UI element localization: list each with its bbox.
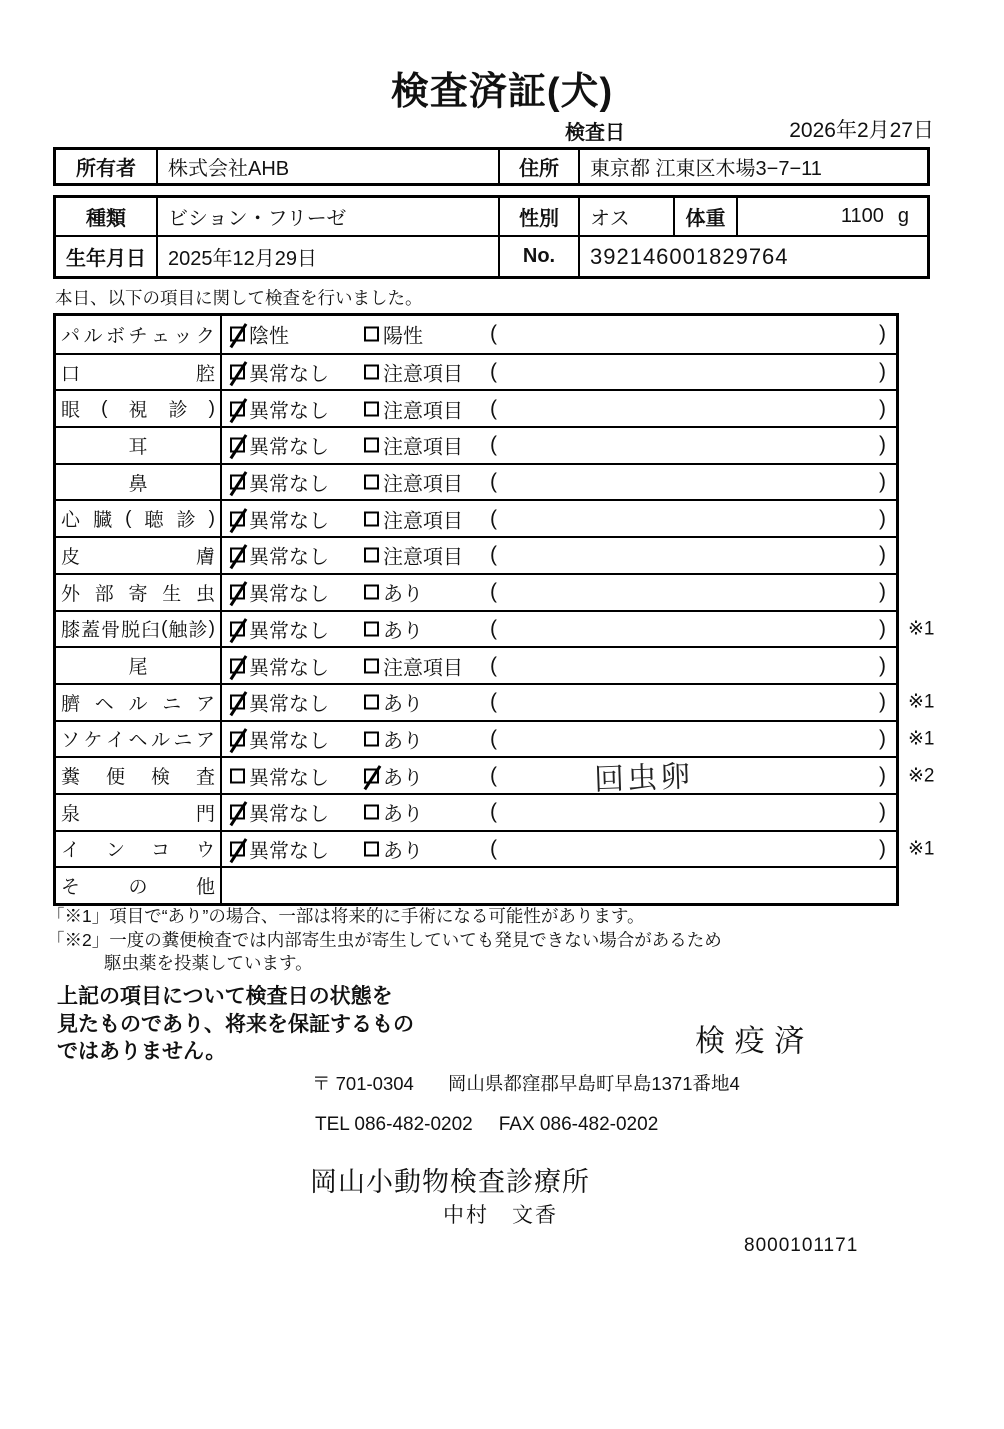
label-char: 診 — [176, 510, 196, 532]
exam-row — [56, 756, 935, 798]
label-char: ア — [195, 693, 215, 715]
exam-option — [230, 614, 329, 643]
label-char: 尾 — [128, 657, 148, 679]
checkbox-unchecked-icon — [364, 658, 379, 673]
label-char: ヘ — [94, 693, 114, 715]
exam-item-label — [56, 832, 222, 867]
exam-row — [56, 536, 896, 573]
exam-option-label: あり — [383, 767, 423, 790]
exam-option-label: 注意項目 — [383, 400, 463, 423]
label-char: 耳 — [128, 436, 148, 458]
exam-table — [53, 313, 935, 906]
exam-item-label — [56, 355, 222, 390]
exam-option — [364, 394, 463, 423]
label-char: ウ — [195, 840, 215, 862]
clinic-name: 岡山小動物検査診療所 — [310, 1167, 590, 1197]
exam-option — [230, 541, 329, 570]
paren-close-icon: ) — [879, 763, 886, 787]
label-char: コ — [150, 840, 170, 862]
exam-option-label: 異常なし — [249, 840, 329, 863]
exam-item-label — [56, 316, 222, 353]
disclaimer-line1: 上記の項目について検査日の状態を — [57, 985, 393, 1008]
label-char: 触 — [168, 620, 188, 642]
exam-option-label: 異常なし — [249, 620, 329, 643]
label-char: 糞 — [61, 767, 81, 789]
label-char: 鼻 — [128, 473, 148, 495]
exam-row — [56, 389, 896, 426]
checkbox-checked-icon — [230, 731, 245, 746]
label-char: ヘ — [128, 730, 148, 752]
exam-row — [56, 720, 935, 757]
paren-open-icon: ( — [490, 433, 497, 457]
sex-value: オス — [580, 198, 675, 235]
checkbox-unchecked-icon — [364, 327, 379, 342]
exam-row-content — [222, 868, 896, 903]
label-char: ケ — [83, 730, 103, 752]
label-char: 心 — [61, 510, 81, 532]
exam-row-content — [222, 648, 896, 683]
label-char: ル — [83, 325, 103, 347]
number-value: 392146001829764 — [590, 243, 789, 269]
checkbox-checked-icon — [230, 401, 245, 416]
label-char: 検 — [150, 767, 170, 789]
exam-option-label: 異常なし — [249, 657, 329, 680]
veterinarian-name: 中村 文香 — [443, 1204, 558, 1227]
exam-row-content — [222, 465, 896, 500]
exam-row — [56, 683, 935, 720]
exam-option-label: 異常なし — [249, 473, 329, 496]
exam-item-label — [56, 538, 222, 573]
label-char: イ — [105, 730, 125, 752]
exam-option-label: 異常なし — [249, 767, 329, 790]
owner-label: 所有者 — [56, 150, 158, 183]
checkbox-checked-icon — [364, 768, 379, 783]
exam-row — [56, 426, 896, 463]
checkbox-unchecked-icon — [364, 731, 379, 746]
exam-option-label: 異常なし — [249, 363, 329, 386]
exam-row-content — [222, 316, 896, 353]
exam-option-label: 陰性 — [249, 325, 289, 348]
paren-open-icon: ( — [490, 322, 497, 346]
exam-row — [56, 316, 896, 353]
label-char: チ — [128, 325, 148, 347]
label-char: 門 — [195, 803, 215, 825]
weight-unit: g — [897, 205, 909, 227]
breed-label: 種類 — [56, 198, 158, 235]
checkbox-unchecked-icon — [364, 401, 379, 416]
clinic-address: 岡山県都窪郡早島町早島1371番地4 — [447, 1073, 740, 1094]
clinic-fax: FAX 086-482-0202 — [498, 1114, 659, 1135]
checkbox-unchecked-icon — [364, 695, 379, 710]
exam-option-label: あり — [383, 840, 423, 863]
clinic-tel: TEL 086-482-0202 — [315, 1114, 473, 1135]
inspection-date-label: 検査日 — [565, 122, 625, 144]
exam-option — [230, 468, 329, 497]
exam-option-label: 異常なし — [249, 693, 329, 716]
breed-row — [56, 198, 927, 237]
clinic-contact-line — [315, 1114, 658, 1136]
exam-row-content — [222, 501, 896, 536]
owner-row — [56, 150, 927, 183]
label-char: 口 — [61, 363, 81, 385]
exam-option — [230, 578, 329, 607]
exam-row-content — [222, 795, 896, 830]
exam-row — [56, 499, 896, 536]
exam-option-label: あり — [383, 583, 423, 606]
exam-row — [56, 866, 896, 903]
paren-open-icon: ( — [490, 543, 497, 567]
handwritten-result: 回虫卵 — [593, 759, 694, 798]
exam-option — [230, 798, 329, 827]
exam-row — [56, 646, 896, 683]
label-char: 皮 — [61, 546, 81, 568]
label-char: ニ — [162, 693, 182, 715]
exam-row-content — [222, 722, 935, 757]
checkbox-checked-icon — [230, 695, 245, 710]
paren-close-icon: ) — [879, 580, 886, 604]
exam-option-label: あり — [383, 693, 423, 716]
exam-row-content — [222, 391, 896, 426]
paren-close-icon: ) — [879, 396, 886, 420]
exam-row — [56, 610, 935, 647]
label-char: ル — [150, 730, 170, 752]
birth-label: 生年月日 — [56, 237, 158, 276]
exam-item-label — [56, 465, 222, 500]
paren-close-icon: ) — [879, 433, 886, 457]
footnote-mark: ※1 — [908, 838, 935, 860]
birth-value: 2025年12月29日 — [158, 237, 500, 276]
inspection-date-value: 2026年2月27日 — [789, 119, 934, 142]
exam-option-label: 異常なし — [249, 730, 329, 753]
label-char: 腔 — [195, 363, 215, 385]
label-char: ン — [105, 840, 125, 862]
disclaimer-line2: 見たものであり、将来を保証するもの — [57, 1012, 414, 1036]
label-char: 便 — [105, 767, 125, 789]
label-char: 蓋 — [81, 620, 101, 642]
checkbox-checked-icon — [230, 511, 245, 526]
exam-option — [364, 614, 423, 643]
checkbox-checked-icon — [230, 365, 245, 380]
footnote-mark: ※1 — [908, 618, 935, 640]
exam-option-label: 注意項目 — [383, 363, 463, 386]
exam-option-label: 異常なし — [249, 803, 329, 826]
exam-row-content — [222, 758, 935, 798]
label-char: ( — [161, 617, 168, 639]
paren-open-icon: ( — [490, 690, 497, 714]
exam-option-label: 異常なし — [249, 583, 329, 606]
checkbox-unchecked-icon — [364, 585, 379, 600]
label-char: 診 — [168, 400, 188, 422]
exam-option-label: あり — [383, 730, 423, 753]
exam-row — [56, 793, 896, 830]
pet-table — [53, 195, 930, 279]
label-char: ) — [208, 507, 215, 529]
checkbox-unchecked-icon — [364, 365, 379, 380]
paren-close-icon: ) — [879, 616, 886, 640]
footnote-mark: ※2 — [908, 765, 935, 787]
label-char: 臓 — [93, 510, 113, 532]
exam-item-label — [56, 795, 222, 830]
label-char: の — [128, 877, 148, 899]
exam-item-label — [56, 575, 222, 610]
paren-close-icon: ) — [879, 322, 886, 346]
label-char: 査 — [195, 767, 215, 789]
label-char: ッ — [173, 325, 193, 347]
exam-row-content — [222, 832, 935, 867]
exam-option — [230, 651, 329, 680]
label-char: パ — [61, 325, 81, 347]
label-char: 外 — [61, 583, 81, 605]
paren-open-icon: ( — [490, 800, 497, 824]
label-char: イ — [61, 840, 81, 862]
checkbox-unchecked-icon — [364, 548, 379, 563]
label-char: 診 — [188, 620, 208, 642]
disclaimer — [57, 983, 414, 1066]
exam-item-label — [56, 685, 222, 720]
quarantine-stamp: 検疫済 — [695, 1025, 814, 1058]
paren-open-icon: ( — [490, 653, 497, 677]
exam-row — [56, 353, 896, 390]
exam-option-label: 注意項目 — [383, 473, 463, 496]
paren-open-icon: ( — [490, 836, 497, 860]
checkbox-unchecked-icon — [230, 768, 245, 783]
exam-row — [56, 830, 935, 867]
exam-option — [364, 724, 423, 753]
label-char: ) — [208, 397, 215, 419]
exam-option-label: あり — [383, 620, 423, 643]
exam-option — [364, 651, 463, 680]
footnote-2-line1: 「※2」一度の糞便検査では内部寄生虫が寄生していても発見できない場合があるため — [47, 929, 722, 950]
exam-row — [56, 573, 896, 610]
exam-item-label — [56, 868, 222, 903]
owner-value: 株式会社AHB — [158, 150, 500, 183]
exam-option — [230, 431, 329, 460]
label-char: そ — [61, 877, 81, 899]
label-char: 部 — [94, 583, 114, 605]
exam-option-label: 異常なし — [249, 546, 329, 569]
exam-option — [364, 798, 423, 827]
exam-option — [364, 358, 463, 387]
label-char: 膚 — [195, 546, 215, 568]
label-char: ル — [128, 693, 148, 715]
paren-close-icon: ) — [879, 470, 886, 494]
exam-item-label — [56, 501, 222, 536]
checkbox-unchecked-icon — [364, 621, 379, 636]
exam-option — [364, 761, 423, 790]
exam-item-label — [56, 612, 222, 647]
checkbox-checked-icon — [230, 841, 245, 856]
label-char: 脱 — [121, 620, 141, 642]
exam-item-label — [56, 722, 222, 757]
weight-value: 1100 — [840, 205, 884, 227]
label-char: 臍 — [61, 693, 81, 715]
footnotes — [47, 905, 722, 976]
paren-close-icon: ) — [879, 690, 886, 714]
exam-item-label — [56, 391, 222, 426]
paren-close-icon: ) — [879, 543, 886, 567]
birth-row — [56, 237, 927, 276]
exam-option-label: 注意項目 — [383, 436, 463, 459]
checkbox-checked-icon — [230, 548, 245, 563]
sex-label: 性別 — [500, 198, 580, 235]
exam-option — [230, 504, 329, 533]
label-char: 虫 — [195, 583, 215, 605]
label-char: 眼 — [61, 400, 81, 422]
exam-option — [230, 834, 329, 863]
checkbox-unchecked-icon — [364, 511, 379, 526]
label-char: ク — [195, 325, 215, 347]
exam-option — [364, 468, 463, 497]
disclaimer-line3: ではありません。 — [57, 1040, 227, 1063]
label-char: ェ — [150, 325, 170, 347]
owner-table — [53, 147, 930, 186]
paren-open-icon: ( — [490, 360, 497, 384]
paren-close-icon: ) — [879, 360, 886, 384]
weight-label: 体重 — [675, 198, 738, 235]
exam-option — [230, 724, 329, 753]
label-char: 臼 — [141, 620, 161, 642]
address-value: 東京都 江東区木場3−7−11 — [590, 158, 822, 180]
label-char: ニ — [173, 730, 193, 752]
exam-option — [364, 431, 463, 460]
paren-open-icon: ( — [490, 470, 497, 494]
page-title: 検査済証(犬) — [390, 71, 614, 113]
clinic-postal-code: 〒 701-0304 — [312, 1073, 414, 1094]
label-char: ( — [125, 507, 132, 529]
paren-close-icon: ) — [879, 836, 886, 860]
paren-open-icon: ( — [490, 616, 497, 640]
exam-item-label — [56, 428, 222, 463]
checkbox-unchecked-icon — [364, 475, 379, 490]
footnote-2-line2: 駆虫薬を投薬しています。 — [104, 953, 313, 973]
exam-option — [364, 834, 423, 863]
label-char: 寄 — [128, 583, 148, 605]
paren-close-icon: ) — [879, 800, 886, 824]
checkbox-unchecked-icon — [364, 805, 379, 820]
exam-option — [230, 688, 329, 717]
exam-option-label: 陽性 — [383, 325, 423, 348]
label-char: 他 — [195, 877, 215, 899]
label-char: 膝 — [61, 620, 81, 642]
weight-value-cell — [738, 198, 927, 235]
exam-option — [230, 320, 289, 349]
clinic-address-line — [312, 1070, 740, 1096]
footnote-mark: ※1 — [908, 728, 935, 750]
checkbox-checked-icon — [230, 475, 245, 490]
paren-open-icon: ( — [490, 726, 497, 750]
paren-open-icon: ( — [490, 506, 497, 530]
exam-option-label: 注意項目 — [383, 546, 463, 569]
exam-option — [364, 541, 463, 570]
exam-option-label: あり — [383, 803, 423, 826]
label-char: 骨 — [101, 620, 121, 642]
exam-option-label: 異常なし — [249, 436, 329, 459]
exam-option — [364, 578, 423, 607]
checkbox-checked-icon — [230, 805, 245, 820]
checkbox-checked-icon — [230, 438, 245, 453]
exam-option — [364, 688, 423, 717]
checkbox-checked-icon — [230, 658, 245, 673]
label-char: 生 — [162, 583, 182, 605]
exam-row-content — [222, 428, 896, 463]
checkbox-checked-icon — [230, 621, 245, 636]
exam-row-content — [222, 685, 935, 720]
serial-number: 8000101171 — [744, 1235, 859, 1256]
paren-open-icon: ( — [490, 580, 497, 604]
label-char: ボ — [105, 325, 125, 347]
exam-option-label: 注意項目 — [383, 657, 463, 680]
exam-row-content — [222, 612, 935, 647]
label-char: ソ — [61, 730, 81, 752]
label-char: 視 — [128, 400, 148, 422]
intro-text: 本日、以下の項目に関して検査を行いました。 — [55, 288, 423, 308]
checkbox-unchecked-icon — [364, 438, 379, 453]
checkbox-checked-icon — [230, 585, 245, 600]
label-char: 聴 — [144, 510, 164, 532]
paren-close-icon: ) — [879, 653, 886, 677]
checkbox-unchecked-icon — [364, 841, 379, 856]
breed-value: ビション・フリーゼ — [158, 198, 500, 235]
label-char: ア — [195, 730, 215, 752]
paren-open-icon: ( — [490, 763, 497, 787]
exam-row — [56, 463, 896, 500]
exam-option-label: 異常なし — [249, 400, 329, 423]
exam-option-label: 注意項目 — [383, 510, 463, 533]
exam-option — [364, 320, 423, 349]
address-label: 住所 — [500, 150, 580, 183]
exam-option-label: 異常なし — [249, 510, 329, 533]
exam-option — [230, 394, 329, 423]
paren-close-icon: ) — [879, 506, 886, 530]
label-char: ) — [208, 617, 215, 639]
footnote-mark: ※1 — [908, 691, 935, 713]
paren-open-icon: ( — [490, 396, 497, 420]
paren-close-icon: ) — [879, 726, 886, 750]
footnote-1: 「※1」項目で“あり”の場合、一部は将来的に手術になる可能性があります。 — [47, 906, 645, 926]
exam-option — [230, 358, 329, 387]
exam-item-label — [56, 758, 222, 793]
exam-row-content — [222, 538, 896, 573]
exam-row-content — [222, 575, 896, 610]
exam-option — [230, 761, 329, 790]
exam-row-content — [222, 355, 896, 390]
label-char: ( — [101, 397, 108, 419]
number-label: No. — [500, 237, 580, 276]
exam-option — [364, 504, 463, 533]
label-char: 泉 — [61, 803, 81, 825]
checkbox-checked-icon — [230, 327, 245, 342]
exam-item-label — [56, 648, 222, 683]
